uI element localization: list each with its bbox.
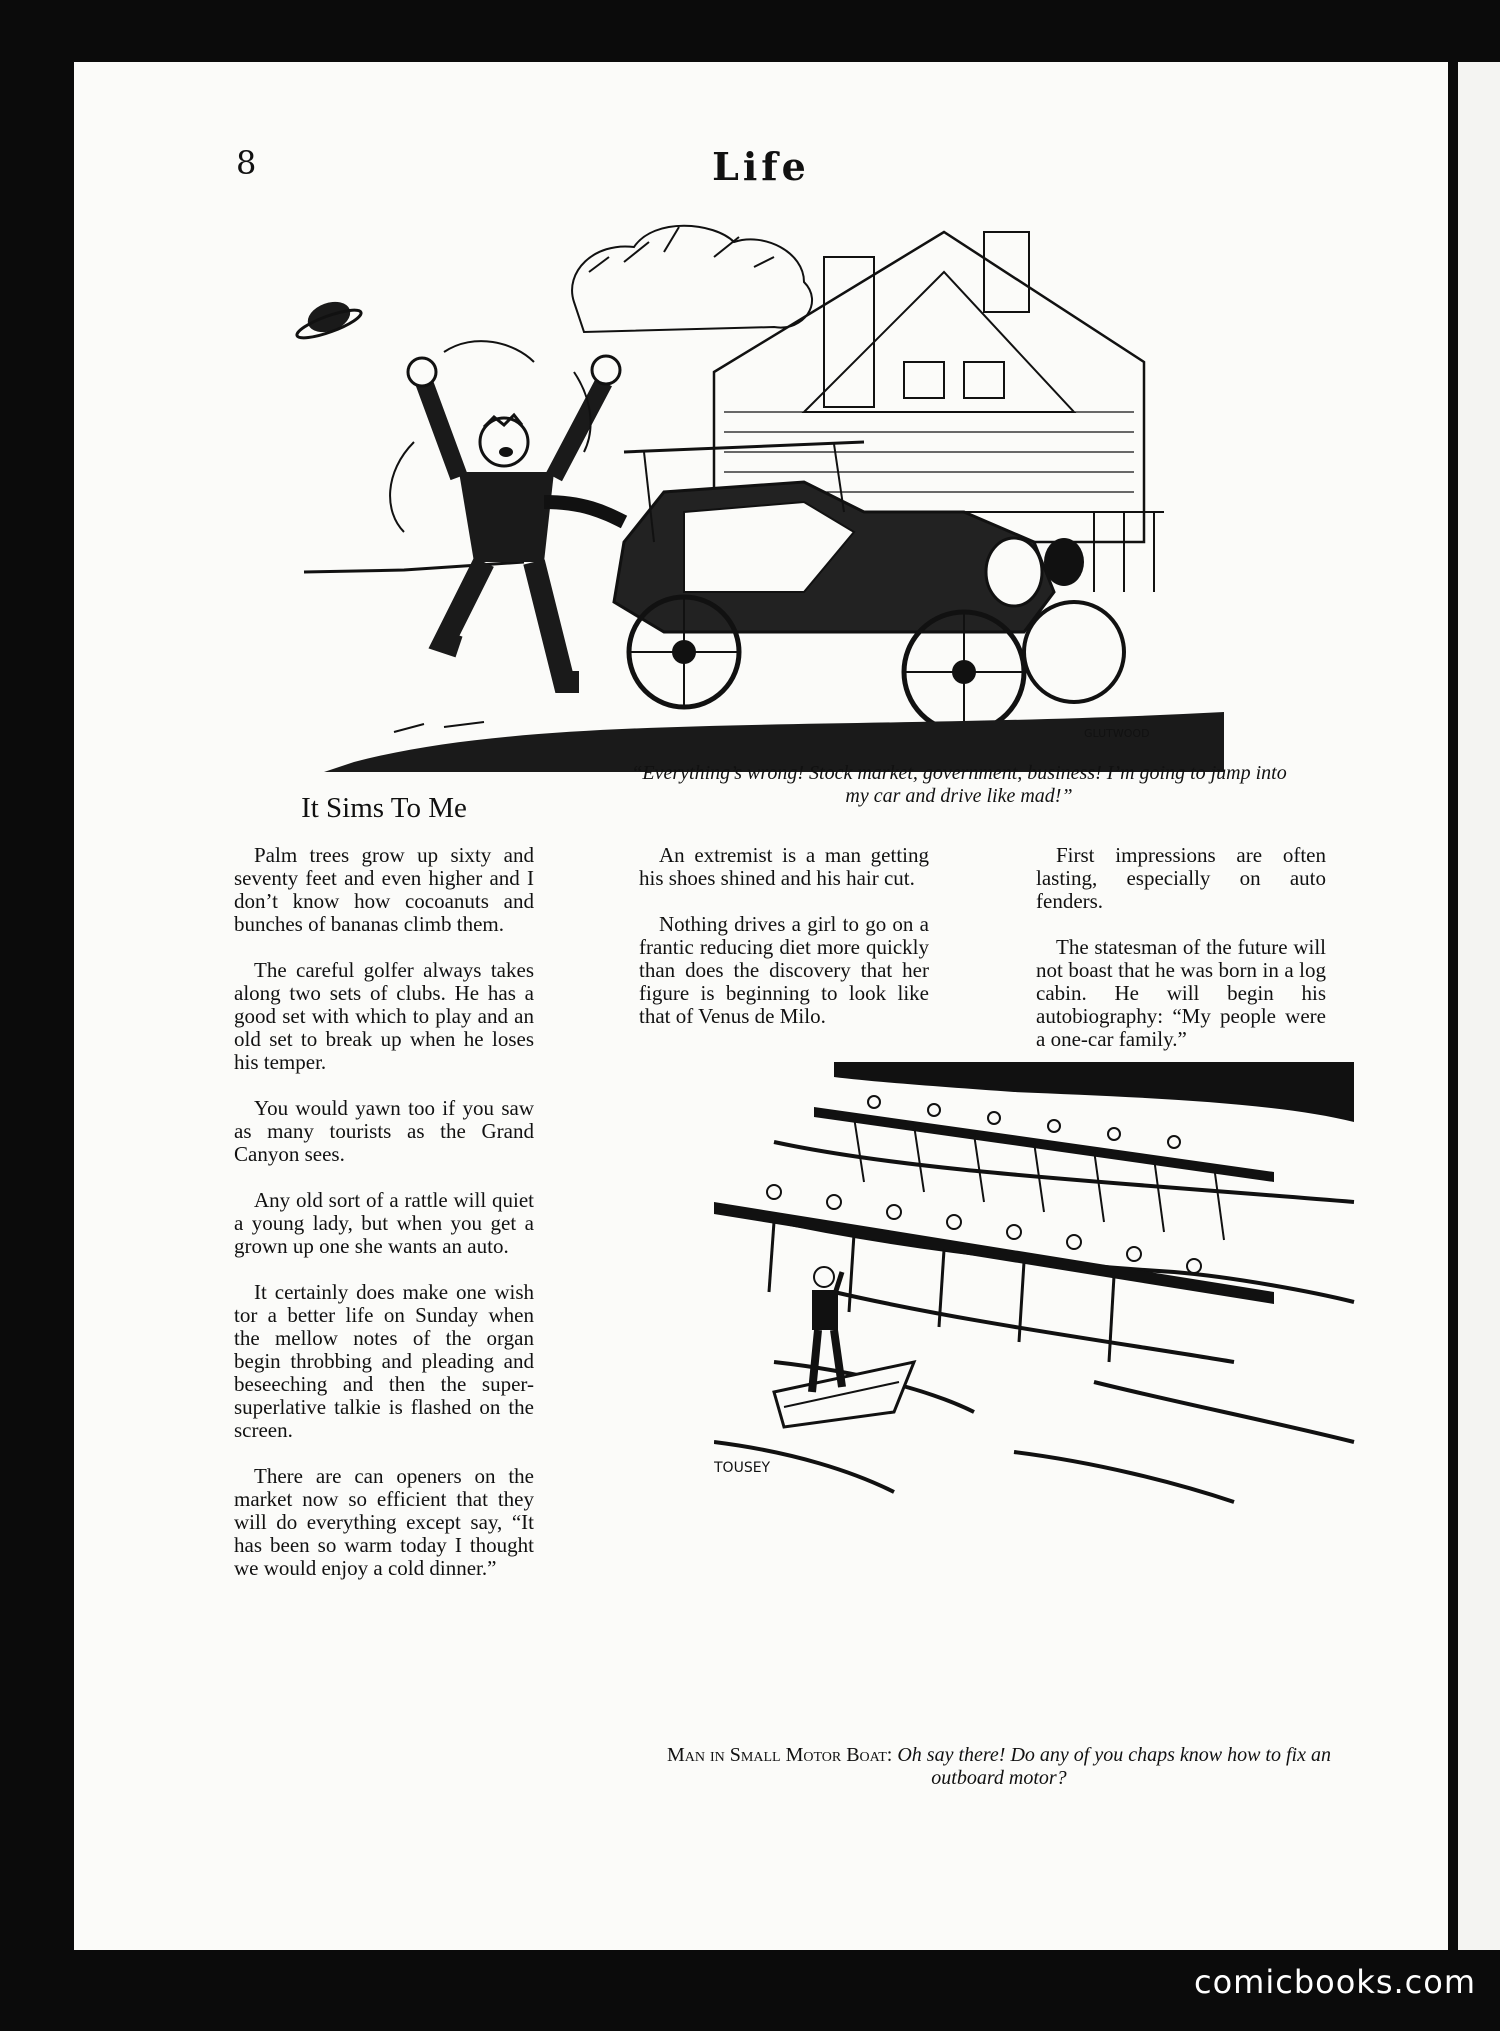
paragraph: You would yawn too if you saw as many tourists as the Grand Canyon sees.	[234, 1096, 534, 1166]
caption-text: Oh say there! Do any of you chaps know how to fix an outboard motor?	[897, 1744, 1331, 1789]
paragraph: First impressions are often lasting, especially on auto fenders.	[1036, 843, 1326, 913]
paragraph: An extremist is a man getting his shoes shined and his hair cut.	[639, 843, 929, 890]
left-column	[234, 844, 534, 1603]
paragraph: The statesman of the future will not boast that he was born in a log cabin. He will begin his autobiography: “My people were a one-car family.”	[1036, 935, 1326, 1051]
column-title: It Sims To Me	[301, 792, 467, 824]
cartoon-bottom-caption	[639, 1744, 1359, 1790]
paragraph: There are can openers on the market now so efficient that they will do everything except say, “It has been so warm today I thought we would enjoy a cold dinner.”	[234, 1464, 534, 1580]
page-number: 8	[236, 144, 257, 182]
middle-column	[639, 844, 929, 1051]
adjacent-page-edge	[1458, 62, 1500, 1950]
cartoon-bottom-signature: TOUSEY	[714, 1460, 771, 1476]
right-column	[1036, 844, 1326, 1097]
cartoon-rowing-boats	[714, 1062, 1374, 1512]
cartoon-top-caption: “Everything’s wrong! Stock market, government, business! I’m going to jump into my car and drive like mad!”	[631, 762, 1287, 807]
paragraph: It certainly does make one wish tor a better life on Sunday when the mellow notes of the organ begin throbbing and pleading and beseeching and then the super-superlative talkie is flashed on the screen.	[234, 1280, 534, 1442]
caption-speaker: Man in Small Motor Boat:	[667, 1744, 893, 1766]
cartoon-top-signature: GLUTWOOD	[1084, 727, 1150, 740]
paragraph: Nothing drives a girl to go on a frantic reducing diet more quickly than does the discovery that her figure is beginning to look like that of Venus de Milo.	[639, 912, 929, 1028]
magazine-page	[74, 62, 1448, 1950]
cartoon-angry-man-car	[244, 212, 1244, 772]
paragraph: Any old sort of a rattle will quiet a young lady, but when you get a grown up one she wants an auto.	[234, 1188, 534, 1258]
paragraph: Palm trees grow up sixty and seventy feet and even higher and I don’t know how cocoanuts and bunches of bananas climb them.	[234, 843, 534, 936]
watermark: comicbooks.com	[1193, 1963, 1476, 2001]
paragraph: The careful golfer always takes along two sets of clubs. He has a good set with which to play and an old set to break up when he loses his temper.	[234, 958, 534, 1074]
masthead: Life	[712, 144, 810, 189]
